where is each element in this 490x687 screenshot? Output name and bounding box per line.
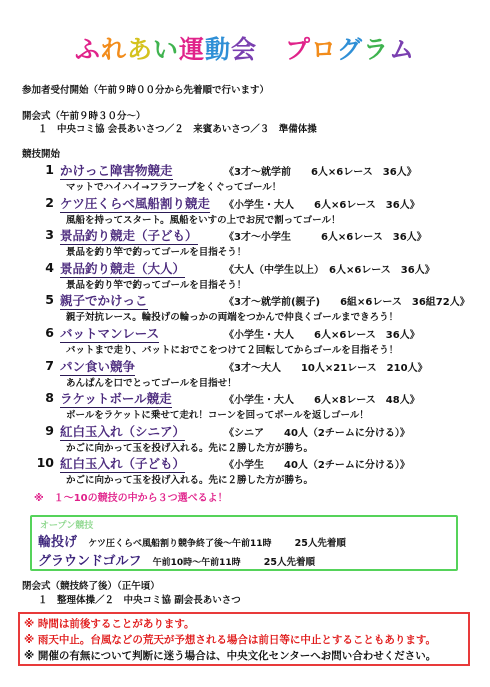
title-char: 会 (231, 35, 258, 64)
event-number: 4 (45, 259, 54, 275)
event-conditions: 《3才～就学前(親子) 6組×6レース 36組72人》 (224, 297, 470, 309)
event-item (36, 389, 476, 421)
event-name: ケツ圧くらべ風船割り競走 (60, 195, 210, 211)
open-event-row (38, 550, 315, 569)
title-char: ロ (311, 35, 338, 64)
choose-note: ※ １～10の競技の中から３つ選べるよ！ (34, 493, 228, 504)
event-description: あんぱんを口でとってゴールを目指せ！ (66, 377, 237, 389)
event-item (36, 194, 476, 226)
notice-box (18, 612, 470, 666)
event-item (36, 357, 476, 389)
open-event-time: 午前10時～午前11時 (152, 558, 241, 568)
event-number: 10 (36, 455, 54, 471)
open-event-name: 輪投げ (38, 535, 78, 550)
event-conditions: 《小学生・大人 6人×6レース 36人》 (224, 330, 420, 341)
event-description: マットでハイハイ→フラフープをくぐってゴール！ (66, 182, 282, 193)
title-char: あ (126, 35, 153, 64)
open-event-time: ケツ圧くらべ風船割り競争終了後～午前11時 (88, 539, 272, 549)
event-conditions: 《大人（中学生以上） 6人×6レース 36人》 (224, 264, 435, 276)
title-char: プ (285, 35, 312, 64)
event-conditions: 《3才～就学前 6人×6レース 36人》 (224, 167, 417, 178)
event-name: バットマンレース (60, 326, 160, 341)
event-name: 紅白玉入れ（シニア） (60, 423, 186, 439)
event-number: 8 (45, 390, 54, 406)
event-name: 親子でかけっこ (60, 293, 148, 309)
event-number: 9 (45, 422, 54, 438)
event-item (36, 454, 476, 486)
event-name: 紅白玉入れ（子ども） (60, 456, 186, 472)
event-conditions: 《小学生・大人 6人×8レース 48人》 (224, 395, 420, 407)
event-number: 1 (45, 162, 54, 177)
event-number: 3 (45, 227, 54, 243)
title-char: ム (389, 35, 416, 64)
opening-heading: 開会式（午前９時３０分～） (22, 111, 146, 122)
event-number: 2 (45, 194, 54, 210)
open-event-row (38, 531, 346, 550)
reception-info: 参加者受付開始（午前９時００分から先着順で行います） (22, 85, 270, 96)
event-conditions: 《3才～大人 10人×21レース 210人》 (224, 362, 428, 374)
event-description: かごに向かって玉を投げ入れる。先に２勝した方が勝ち。 (66, 442, 314, 454)
event-number: 6 (45, 325, 54, 340)
page-title (0, 30, 490, 66)
event-name: パン食い競争 (60, 358, 136, 374)
open-events-box (30, 515, 458, 571)
event-item (36, 324, 476, 356)
event-description: 親子対抗レース。輪投げの輪っかの両端をつかんで仲良くゴールまできろう！ (66, 312, 399, 324)
event-description: かごに向かって玉を投げ入れる。先に２勝した方が勝ち。 (66, 475, 314, 487)
closing-heading: 閉会式（競技終了後）（正午頃） (22, 581, 160, 592)
title-char: れ (100, 35, 127, 64)
event-number: 7 (45, 357, 54, 373)
event-item (36, 259, 476, 291)
event-description: ボールをラケットに乗せて走れ！コーンを回ってボールを返しゴール！ (66, 410, 369, 422)
closing-detail: １ 整理体操／２ 中央コミ協 副会長あいさつ (38, 595, 241, 606)
event-name: かけっこ障害物競走 (60, 163, 173, 178)
event-description: バットまで走り、バットにおでこをつけて２回転してからゴールを目指そう！ (66, 345, 399, 356)
event-conditions: 《小学生 40人（2チームに分ける）》 (224, 460, 410, 472)
event-name: ラケットボール競走 (60, 391, 172, 407)
event-item (36, 422, 476, 454)
title-char: ラ (363, 35, 390, 64)
event-number: 5 (45, 292, 54, 308)
title-char: ふ (74, 35, 101, 64)
notice-line: ※ 開催の有無について判断に迷う場合は、中央文化センターへお問い合わせください。 (24, 650, 437, 662)
event-item (36, 161, 476, 193)
event-conditions: 《シニア 40人（2チームに分ける）》 (224, 427, 410, 439)
event-description: 景品を釣り竿で釣ってゴールを目指そう！ (66, 247, 247, 259)
open-events-heading: オープン競技 (40, 521, 94, 531)
open-event-name: グラウンドゴルフ (38, 554, 142, 569)
title-char: 運 (178, 35, 205, 64)
notice-line: ※ 時間は前後することがあります。 (24, 618, 195, 630)
event-description: 風船を持ってスタート。風船をいすの上でお尻で割ってゴール！ (66, 214, 341, 226)
open-event-capacity: 25人先着順 (263, 557, 315, 568)
opening-detail: １ 中央コミ協 会長あいさつ／２ 来賓あいさつ／３ 準備体操 (38, 124, 317, 135)
notice-line: ※ 雨天中止。台風などの荒天が予想される場合は前日等に中止とすることもあります。 (24, 634, 437, 646)
title-char: グ (337, 35, 364, 64)
event-item (36, 291, 476, 323)
title-char: い (152, 35, 179, 64)
open-event-capacity: 25人先着順 (294, 538, 346, 549)
event-item (36, 226, 476, 258)
event-conditions: 《3才～小学生 6人×6レース 36人》 (224, 232, 427, 244)
competition-start: 競技開始 (22, 149, 61, 160)
event-description: 景品を釣り竿で釣ってゴールを目指そう！ (66, 279, 247, 291)
event-name: 景品釣り競走（子ども） (60, 228, 198, 244)
title-char: 動 (204, 35, 231, 64)
event-conditions: 《小学生・大人 6人×6レース 36人》 (224, 199, 420, 211)
event-name: 景品釣り競走（大人） (60, 260, 186, 276)
